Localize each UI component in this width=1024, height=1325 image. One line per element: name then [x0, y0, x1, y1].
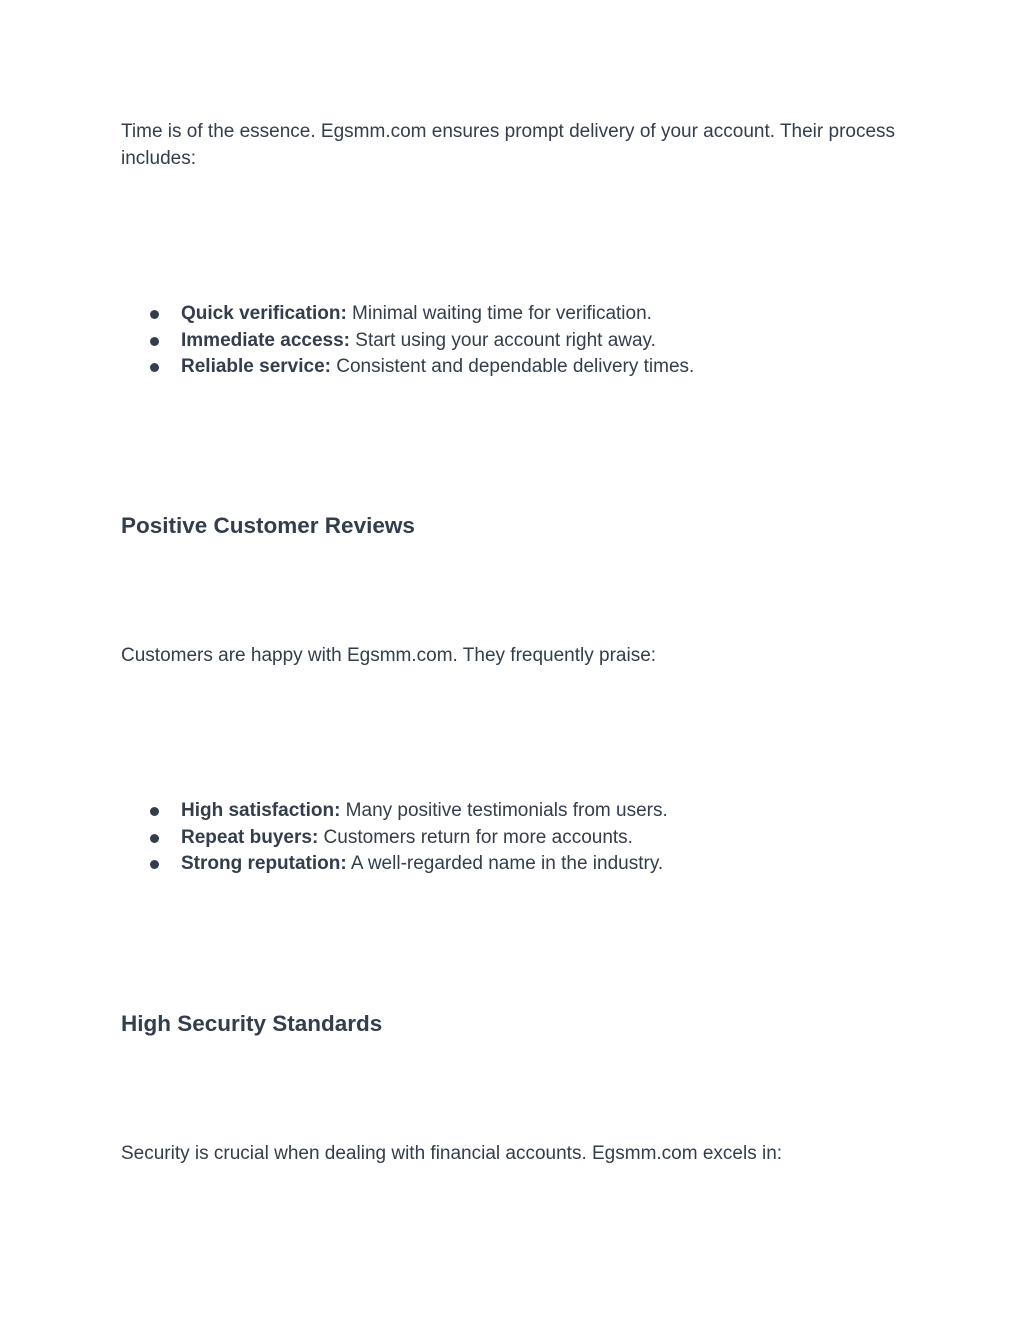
- delivery-bullet-list: [121, 301, 901, 381]
- list-item: [121, 328, 901, 355]
- list-item-term: Quick verification:: [181, 303, 347, 324]
- delivery-intro-paragraph: Time is of the essence. Egsmm.com ensures prompt delivery of your account. Their process includes:: [121, 121, 896, 169]
- list-item-term: Repeat buyers:: [181, 826, 319, 848]
- bullet-icon: [150, 807, 159, 816]
- bullet-icon: [150, 337, 159, 346]
- list-item-desc: Customers return for more accounts.: [318, 826, 633, 848]
- bullet-icon: [150, 834, 159, 843]
- list-item-term: Strong reputation:: [181, 853, 347, 874]
- list-item-term: Immediate access:: [181, 329, 350, 351]
- bullet-icon: [150, 363, 159, 372]
- delivery-intro-block: [121, 119, 901, 172]
- reviews-list-block: [121, 798, 901, 878]
- list-item-term: High satisfaction:: [181, 800, 341, 821]
- reviews-bullet-list: [121, 798, 901, 878]
- delivery-list-block: [121, 301, 901, 381]
- bullet-icon: [150, 310, 159, 319]
- bullet-icon: [150, 860, 159, 869]
- list-item-desc: Many positive testimonials from users.: [340, 800, 668, 821]
- security-intro-paragraph: Security is crucial when dealing with financial accounts. Egsmm.com excels in:: [121, 1143, 783, 1164]
- list-item-desc: Minimal waiting time for verification.: [346, 303, 652, 324]
- list-item-term: Reliable service:: [181, 356, 331, 377]
- list-item: [121, 798, 901, 825]
- security-heading: High Security Standards: [121, 1011, 383, 1036]
- list-item-desc: Start using your account right away.: [350, 329, 656, 351]
- reviews-intro-paragraph: Customers are happy with Egsmm.com. They frequently praise:: [121, 645, 657, 666]
- list-item: [121, 354, 901, 381]
- list-item-desc: Consistent and dependable delivery times.: [330, 356, 695, 377]
- security-intro-block: [121, 1141, 901, 1168]
- reviews-heading: Positive Customer Reviews: [121, 513, 415, 538]
- list-item-desc: A well-regarded name in the industry.: [346, 853, 664, 874]
- list-item: [121, 851, 901, 878]
- reviews-intro-block: [121, 643, 901, 670]
- security-heading-block: [121, 1010, 901, 1038]
- reviews-heading-block: [121, 512, 901, 540]
- list-item: [121, 301, 901, 328]
- list-item: [121, 825, 901, 852]
